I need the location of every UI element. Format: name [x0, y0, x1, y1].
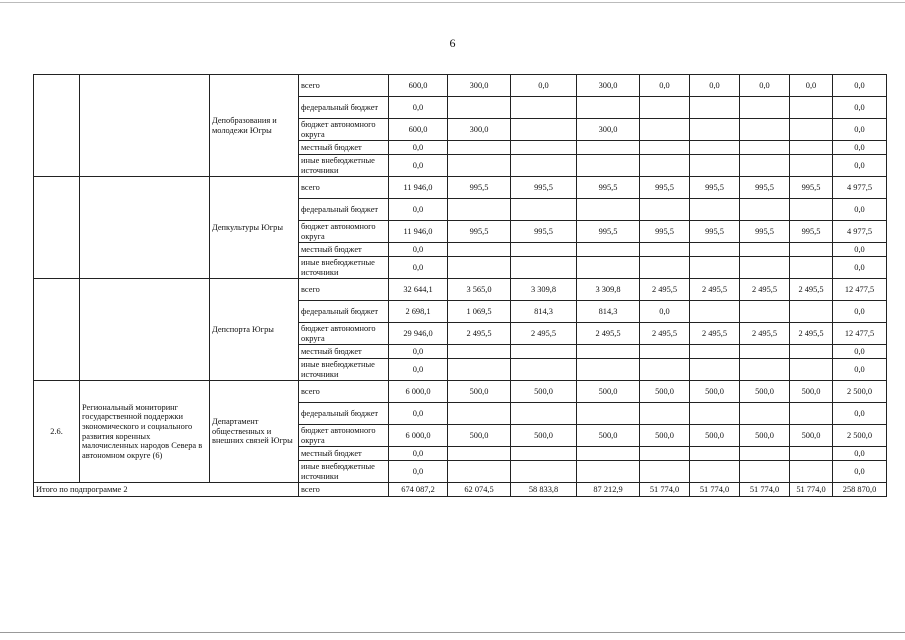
amount-cell: [740, 243, 790, 257]
total-amount-cell: 51 774,0: [740, 483, 790, 497]
amount-cell: 995,5: [740, 177, 790, 199]
amount-cell: [740, 257, 790, 279]
amount-cell: 12 477,5: [833, 279, 887, 301]
amount-cell: [790, 141, 833, 155]
amount-cell: [690, 403, 740, 425]
total-row: [34, 483, 887, 497]
amount-cell: [790, 447, 833, 461]
item-name-cell: [80, 75, 210, 177]
amount-cell: [511, 359, 577, 381]
amount-cell: [511, 243, 577, 257]
amount-cell: 0,0: [833, 119, 887, 141]
amount-cell: 814,3: [511, 301, 577, 323]
amount-cell: 500,0: [511, 425, 577, 447]
amount-cell: 0,0: [640, 75, 690, 97]
amount-cell: [640, 359, 690, 381]
funding-source-cell: местный бюджет: [299, 345, 389, 359]
amount-cell: 2 698,1: [389, 301, 448, 323]
amount-cell: 0,0: [833, 199, 887, 221]
amount-cell: 2 495,5: [790, 279, 833, 301]
item-name-cell: [80, 279, 210, 381]
amount-cell: 0,0: [389, 155, 448, 177]
amount-cell: 12 477,5: [833, 323, 887, 345]
amount-cell: [740, 301, 790, 323]
funding-source-cell: федеральный бюджет: [299, 97, 389, 119]
amount-cell: 2 495,5: [448, 323, 511, 345]
amount-cell: 0,0: [833, 461, 887, 483]
amount-cell: 995,5: [690, 221, 740, 243]
funding-source-cell: бюджет автономного округа: [299, 221, 389, 243]
amount-cell: 0,0: [690, 75, 740, 97]
amount-cell: 0,0: [833, 345, 887, 359]
amount-cell: 0,0: [833, 141, 887, 155]
amount-cell: [577, 155, 640, 177]
amount-cell: [577, 447, 640, 461]
executor-cell: Департамент общественных и внешних связей Югры: [210, 381, 299, 483]
amount-cell: 2 495,5: [690, 323, 740, 345]
amount-cell: 995,5: [577, 221, 640, 243]
amount-cell: 600,0: [389, 75, 448, 97]
amount-cell: 300,0: [448, 75, 511, 97]
total-amount-cell: 674 087,2: [389, 483, 448, 497]
amount-cell: [740, 403, 790, 425]
amount-cell: 3 309,8: [577, 279, 640, 301]
amount-cell: [740, 359, 790, 381]
amount-cell: [577, 403, 640, 425]
amount-cell: 2 495,5: [740, 279, 790, 301]
amount-cell: [448, 155, 511, 177]
amount-cell: [577, 359, 640, 381]
total-amount-cell: 258 870,0: [833, 483, 887, 497]
amount-cell: [790, 359, 833, 381]
amount-cell: [448, 141, 511, 155]
amount-cell: [740, 155, 790, 177]
amount-cell: [448, 97, 511, 119]
amount-cell: [690, 155, 740, 177]
amount-cell: 4 977,5: [833, 221, 887, 243]
amount-cell: 995,5: [790, 177, 833, 199]
amount-cell: 300,0: [448, 119, 511, 141]
item-name-cell: Региональный мониторинг государственной поддержки экономического и социального развития коренных малочисленных народов Севера в автономном округе (6): [80, 381, 210, 483]
amount-cell: 4 977,5: [833, 177, 887, 199]
amount-cell: [511, 257, 577, 279]
amount-cell: 0,0: [511, 75, 577, 97]
amount-cell: [790, 403, 833, 425]
amount-cell: [640, 119, 690, 141]
amount-cell: [790, 97, 833, 119]
amount-cell: 2 500,0: [833, 425, 887, 447]
funding-source-cell: местный бюджет: [299, 243, 389, 257]
amount-cell: 0,0: [389, 199, 448, 221]
amount-cell: [448, 345, 511, 359]
amount-cell: 995,5: [690, 177, 740, 199]
funding-source-cell: бюджет автономного округа: [299, 425, 389, 447]
amount-cell: [640, 141, 690, 155]
amount-cell: [690, 243, 740, 257]
amount-cell: 3 565,0: [448, 279, 511, 301]
executor-cell: Депкультуры Югры: [210, 177, 299, 279]
amount-cell: 995,5: [511, 221, 577, 243]
funding-source-cell: федеральный бюджет: [299, 403, 389, 425]
amount-cell: 995,5: [790, 221, 833, 243]
amount-cell: [511, 119, 577, 141]
table-body: [34, 75, 887, 497]
amount-cell: 600,0: [389, 119, 448, 141]
amount-cell: [640, 243, 690, 257]
table-row: [34, 177, 887, 199]
item-index-cell: [34, 279, 80, 381]
amount-cell: 0,0: [833, 447, 887, 461]
amount-cell: 500,0: [511, 381, 577, 403]
total-amount-cell: 51 774,0: [690, 483, 740, 497]
amount-cell: 3 309,8: [511, 279, 577, 301]
amount-cell: 29 946,0: [389, 323, 448, 345]
amount-cell: 500,0: [577, 425, 640, 447]
amount-cell: [690, 199, 740, 221]
amount-cell: [790, 301, 833, 323]
funding-source-cell: бюджет автономного округа: [299, 119, 389, 141]
amount-cell: 814,3: [577, 301, 640, 323]
amount-cell: 11 946,0: [389, 221, 448, 243]
amount-cell: [690, 461, 740, 483]
amount-cell: [640, 447, 690, 461]
funding-source-cell: федеральный бюджет: [299, 301, 389, 323]
table-row: [34, 381, 887, 403]
amount-cell: 2 500,0: [833, 381, 887, 403]
amount-cell: 2 495,5: [640, 323, 690, 345]
amount-cell: [690, 97, 740, 119]
amount-cell: 500,0: [640, 425, 690, 447]
amount-cell: [740, 199, 790, 221]
amount-cell: [577, 243, 640, 257]
amount-cell: [740, 97, 790, 119]
amount-cell: [577, 257, 640, 279]
amount-cell: [577, 199, 640, 221]
amount-cell: [790, 461, 833, 483]
amount-cell: 500,0: [690, 381, 740, 403]
amount-cell: 0,0: [833, 155, 887, 177]
amount-cell: 2 495,5: [790, 323, 833, 345]
amount-cell: 995,5: [577, 177, 640, 199]
funding-source-cell: всего: [299, 279, 389, 301]
amount-cell: 0,0: [833, 403, 887, 425]
amount-cell: 2 495,5: [740, 323, 790, 345]
amount-cell: [690, 257, 740, 279]
total-amount-cell: 58 833,8: [511, 483, 577, 497]
amount-cell: 500,0: [577, 381, 640, 403]
amount-cell: 6 000,0: [389, 381, 448, 403]
amount-cell: 0,0: [389, 243, 448, 257]
amount-cell: [690, 345, 740, 359]
amount-cell: 0,0: [389, 141, 448, 155]
item-index-cell: [34, 75, 80, 177]
funding-source-cell: иные внебюджетные источники: [299, 461, 389, 483]
amount-cell: 995,5: [511, 177, 577, 199]
amount-cell: [577, 141, 640, 155]
item-index-cell: 2.6.: [34, 381, 80, 483]
amount-cell: 300,0: [577, 119, 640, 141]
funding-source-cell: всего: [299, 381, 389, 403]
amount-cell: [790, 345, 833, 359]
amount-cell: [640, 461, 690, 483]
total-label: Итого по подпрограмме 2: [34, 483, 299, 497]
amount-cell: [448, 359, 511, 381]
amount-cell: 0,0: [389, 97, 448, 119]
amount-cell: 32 644,1: [389, 279, 448, 301]
amount-cell: [640, 345, 690, 359]
amount-cell: [577, 461, 640, 483]
executor-cell: Депобразования и молодежи Югры: [210, 75, 299, 177]
amount-cell: 11 946,0: [389, 177, 448, 199]
executor-cell: Депспорта Югры: [210, 279, 299, 381]
amount-cell: [511, 447, 577, 461]
amount-cell: 0,0: [833, 75, 887, 97]
bottom-scan-line: [0, 632, 905, 633]
amount-cell: [448, 403, 511, 425]
amount-cell: 2 495,5: [690, 279, 740, 301]
amount-cell: 500,0: [790, 381, 833, 403]
item-index-cell: [34, 177, 80, 279]
funding-source-cell: иные внебюджетные источники: [299, 155, 389, 177]
amount-cell: [511, 461, 577, 483]
amount-cell: [690, 141, 740, 155]
amount-cell: 0,0: [389, 461, 448, 483]
funding-source-cell: всего: [299, 177, 389, 199]
total-amount-cell: 87 212,9: [577, 483, 640, 497]
amount-cell: 1 069,5: [448, 301, 511, 323]
amount-cell: 6 000,0: [389, 425, 448, 447]
amount-cell: [448, 257, 511, 279]
amount-cell: [740, 141, 790, 155]
amount-cell: [511, 199, 577, 221]
amount-cell: [511, 345, 577, 359]
amount-cell: 500,0: [448, 381, 511, 403]
amount-cell: [577, 345, 640, 359]
amount-cell: 995,5: [640, 221, 690, 243]
amount-cell: 0,0: [389, 403, 448, 425]
amount-cell: [690, 301, 740, 323]
amount-cell: [790, 257, 833, 279]
amount-cell: 0,0: [640, 301, 690, 323]
amount-cell: [790, 199, 833, 221]
amount-cell: 500,0: [740, 381, 790, 403]
budget-table: [33, 74, 887, 497]
amount-cell: 2 495,5: [577, 323, 640, 345]
amount-cell: 0,0: [389, 257, 448, 279]
table-row: [34, 279, 887, 301]
amount-cell: [740, 447, 790, 461]
amount-cell: [640, 97, 690, 119]
amount-cell: [690, 119, 740, 141]
page-number: 6: [449, 36, 456, 50]
amount-cell: [448, 447, 511, 461]
total-amount-cell: 51 774,0: [640, 483, 690, 497]
funding-source-cell: всего: [299, 75, 389, 97]
total-amount-cell: 62 074,5: [448, 483, 511, 497]
top-scan-line: [0, 2, 905, 3]
amount-cell: 2 495,5: [640, 279, 690, 301]
amount-cell: 0,0: [790, 75, 833, 97]
amount-cell: [448, 199, 511, 221]
amount-cell: [740, 461, 790, 483]
amount-cell: [511, 141, 577, 155]
funding-source-cell: местный бюджет: [299, 141, 389, 155]
amount-cell: [511, 97, 577, 119]
table-row: [34, 75, 887, 97]
amount-cell: [690, 447, 740, 461]
amount-cell: [740, 345, 790, 359]
funding-source-cell: всего: [299, 483, 389, 497]
amount-cell: [640, 155, 690, 177]
amount-cell: 0,0: [833, 243, 887, 257]
amount-cell: 0,0: [389, 359, 448, 381]
funding-source-cell: федеральный бюджет: [299, 199, 389, 221]
funding-source-cell: иные внебюджетные источники: [299, 359, 389, 381]
amount-cell: [690, 359, 740, 381]
item-name-cell: [80, 177, 210, 279]
amount-cell: 0,0: [833, 257, 887, 279]
amount-cell: [790, 155, 833, 177]
amount-cell: 0,0: [833, 97, 887, 119]
amount-cell: 0,0: [389, 447, 448, 461]
amount-cell: [790, 243, 833, 257]
amount-cell: 995,5: [448, 177, 511, 199]
amount-cell: 300,0: [577, 75, 640, 97]
amount-cell: [448, 461, 511, 483]
amount-cell: 0,0: [833, 359, 887, 381]
amount-cell: 0,0: [389, 345, 448, 359]
amount-cell: [740, 119, 790, 141]
amount-cell: 995,5: [740, 221, 790, 243]
amount-cell: 500,0: [690, 425, 740, 447]
funding-source-cell: бюджет автономного округа: [299, 323, 389, 345]
amount-cell: [790, 119, 833, 141]
amount-cell: [640, 257, 690, 279]
amount-cell: [511, 403, 577, 425]
amount-cell: 995,5: [448, 221, 511, 243]
amount-cell: 500,0: [790, 425, 833, 447]
amount-cell: [511, 155, 577, 177]
amount-cell: [448, 243, 511, 257]
funding-source-cell: местный бюджет: [299, 447, 389, 461]
amount-cell: 500,0: [640, 381, 690, 403]
amount-cell: 500,0: [448, 425, 511, 447]
amount-cell: 0,0: [833, 301, 887, 323]
amount-cell: [640, 403, 690, 425]
amount-cell: 0,0: [740, 75, 790, 97]
total-amount-cell: 51 774,0: [790, 483, 833, 497]
amount-cell: 500,0: [740, 425, 790, 447]
funding-source-cell: иные внебюджетные источники: [299, 257, 389, 279]
amount-cell: 2 495,5: [511, 323, 577, 345]
amount-cell: [640, 199, 690, 221]
amount-cell: 995,5: [640, 177, 690, 199]
amount-cell: [577, 97, 640, 119]
